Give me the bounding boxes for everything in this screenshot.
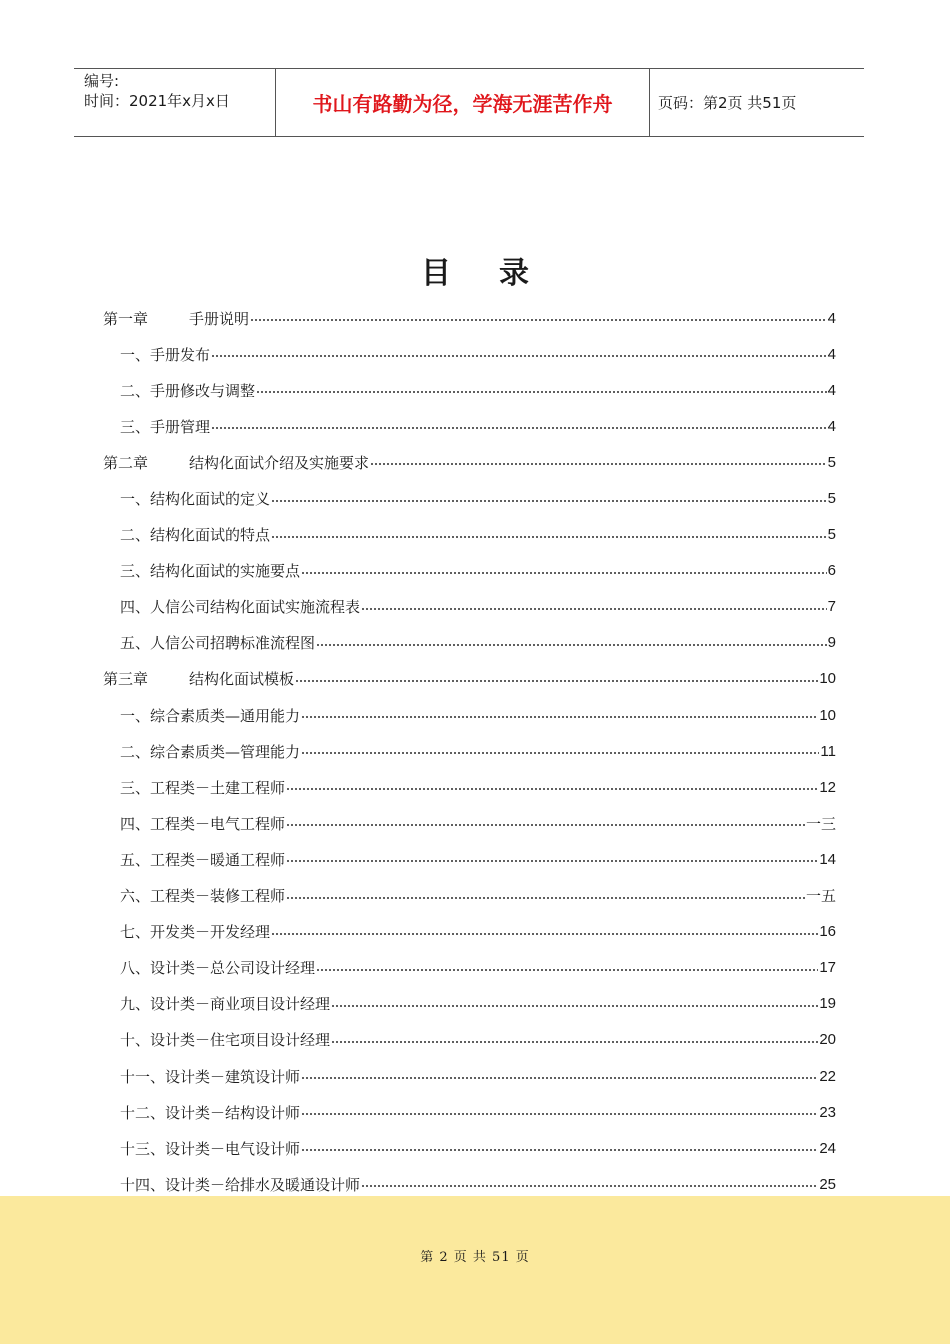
toc-page-number: 16	[819, 923, 836, 941]
toc-page-number: 23	[819, 1103, 836, 1121]
toc-chapter-entry[interactable]	[103, 300, 836, 336]
page-footer: 第 2 页 共 51 页	[420, 1250, 530, 1265]
toc-entry-label: 十一、设计类－建筑设计师	[120, 1067, 301, 1086]
toc-dot-leader	[286, 817, 805, 829]
toc-page-number: 14	[819, 850, 836, 868]
toc-section-entry[interactable]	[103, 480, 836, 516]
toc-page-number: 4	[827, 309, 836, 327]
toc-entry-label: 四、工程类－电气工程师	[120, 814, 286, 833]
toc-section-entry[interactable]	[103, 408, 836, 444]
toc-entry-label	[103, 308, 249, 329]
toc-page-number: 9	[827, 634, 836, 652]
toc-dot-leader	[316, 962, 818, 974]
toc-dot-leader	[271, 493, 827, 505]
toc-entry-label: 十、设计类－住宅项目设计经理	[120, 1031, 331, 1050]
footer-band	[0, 1196, 950, 1344]
toc-section-entry[interactable]	[103, 1058, 836, 1094]
toc-entry-label: 五、人信公司招聘标准流程图	[120, 634, 316, 653]
toc-dot-leader	[271, 926, 818, 938]
toc-entry-label: 七、开发类－开发经理	[120, 923, 271, 942]
toc-dot-leader	[301, 565, 827, 577]
toc-entry-label: 三、工程类－土建工程师	[120, 778, 286, 797]
toc-dot-leader	[301, 709, 818, 721]
toc-section-entry[interactable]	[103, 336, 836, 372]
toc-page-number: 11	[820, 742, 836, 760]
toc-dot-leader	[301, 1070, 818, 1082]
toc-page-number: 12	[819, 778, 836, 796]
toc-entry-label: 二、综合素质类—管理能力	[120, 742, 301, 761]
toc-section-entry[interactable]	[103, 733, 836, 769]
toc-page-number: 5	[827, 490, 836, 508]
toc-chapter-title: 结构化面试介绍及实施要求	[189, 453, 370, 472]
toc-dot-leader	[256, 384, 827, 396]
toc-chapter-number: 第一章	[103, 309, 149, 328]
toc-section-entry[interactable]	[103, 1094, 836, 1130]
toc-page-number: 4	[827, 345, 836, 363]
toc-entry-label: 三、结构化面试的实施要点	[120, 562, 301, 581]
toc-entry-label: 十三、设计类－电气设计师	[120, 1139, 301, 1158]
toc-chapter-title: 结构化面试模板	[189, 670, 295, 689]
header-page-info: 页码：第2页 共51页	[658, 94, 797, 112]
toc-section-entry[interactable]	[103, 553, 836, 589]
toc-section-entry[interactable]	[103, 878, 836, 914]
toc-entry-label: 十四、设计类－给排水及暖通设计师	[120, 1175, 361, 1194]
toc-entry-label: 十二、设计类－结构设计师	[120, 1103, 301, 1122]
toc-page-number: 5	[827, 453, 836, 471]
toc-chapter-number: 第二章	[103, 453, 149, 472]
header-meta	[74, 69, 276, 136]
toc-section-entry[interactable]	[103, 769, 836, 805]
toc-entry-label: 五、工程类－暖通工程师	[120, 850, 286, 869]
toc-dot-leader	[301, 745, 819, 757]
toc-section-entry[interactable]	[103, 625, 836, 661]
toc-chapter-entry[interactable]	[103, 444, 836, 480]
toc-entry-label	[103, 452, 369, 473]
toc-section-entry[interactable]	[103, 805, 836, 841]
document-number-label: 编号:	[84, 72, 120, 90]
toc-title: 目录	[421, 256, 577, 291]
toc-page-number: 19	[819, 995, 836, 1013]
toc-page-number: 一五	[805, 888, 836, 906]
toc-page-number: 4	[827, 417, 836, 435]
toc-entry-label: 三、手册管理	[120, 417, 211, 436]
toc-section-entry[interactable]	[103, 517, 836, 553]
toc-dot-leader	[331, 998, 818, 1010]
toc-entry-label: 九、设计类－商业项目设计经理	[120, 995, 331, 1014]
toc-page-number: 17	[819, 959, 836, 977]
toc-page-number: 22	[819, 1067, 836, 1085]
toc-dot-leader	[286, 853, 818, 865]
toc-page-number: 5	[827, 526, 836, 544]
toc-dot-leader	[361, 1178, 818, 1190]
toc-dot-leader	[301, 1106, 818, 1118]
toc-entry-label	[103, 668, 294, 689]
toc-page-number: 10	[819, 670, 836, 688]
toc-section-entry[interactable]	[103, 914, 836, 950]
toc-dot-leader	[361, 601, 827, 613]
toc-dot-leader	[211, 420, 827, 432]
table-of-contents	[103, 300, 836, 1238]
toc-entry-label: 二、结构化面试的特点	[120, 526, 271, 545]
toc-dot-leader	[331, 1034, 818, 1046]
toc-section-entry[interactable]	[103, 950, 836, 986]
toc-page-number: 10	[819, 706, 836, 724]
toc-chapter-number: 第三章	[103, 670, 149, 689]
toc-page-number: 24	[819, 1139, 836, 1157]
header-motto: 书山有路勤为径，学海无涯苦作舟	[276, 69, 650, 136]
toc-entry-label: 一、综合素质类—通用能力	[120, 706, 301, 725]
toc-page-number: 一三	[805, 815, 836, 833]
toc-dot-leader	[370, 456, 827, 468]
toc-dot-leader	[316, 637, 827, 649]
toc-section-entry[interactable]	[103, 986, 836, 1022]
toc-section-entry[interactable]	[103, 372, 836, 408]
toc-entry-label: 一、手册发布	[120, 345, 211, 364]
toc-page-number: 4	[827, 381, 836, 399]
toc-page-number: 6	[827, 562, 836, 580]
toc-dot-leader	[295, 673, 818, 685]
toc-entry-label: 六、工程类－装修工程师	[120, 887, 286, 906]
toc-entry-label: 八、设计类－总公司设计经理	[120, 959, 316, 978]
toc-section-entry[interactable]	[103, 1130, 836, 1166]
toc-page-number: 20	[819, 1031, 836, 1049]
toc-dot-leader	[286, 890, 805, 902]
toc-section-entry[interactable]	[103, 1022, 836, 1058]
toc-dot-leader	[286, 781, 818, 793]
toc-entry-label: 二、手册修改与调整	[120, 381, 256, 400]
page-header	[74, 68, 864, 137]
toc-entry-label: 一、结构化面试的定义	[120, 490, 271, 509]
toc-dot-leader	[301, 1142, 818, 1154]
toc-section-entry[interactable]	[103, 589, 836, 625]
toc-chapter-entry[interactable]	[103, 661, 836, 697]
toc-page-number: 7	[827, 598, 836, 616]
toc-dot-leader	[211, 348, 827, 360]
toc-chapter-title: 手册说明	[189, 309, 250, 328]
toc-dot-leader	[250, 312, 827, 324]
toc-entry-label: 四、人信公司结构化面试实施流程表	[120, 598, 361, 617]
toc-page-number: 25	[819, 1175, 836, 1193]
document-date: 时间：2021年x月x日	[84, 92, 230, 110]
toc-section-entry[interactable]	[103, 697, 836, 733]
toc-section-entry[interactable]	[103, 841, 836, 877]
toc-dot-leader	[271, 529, 827, 541]
